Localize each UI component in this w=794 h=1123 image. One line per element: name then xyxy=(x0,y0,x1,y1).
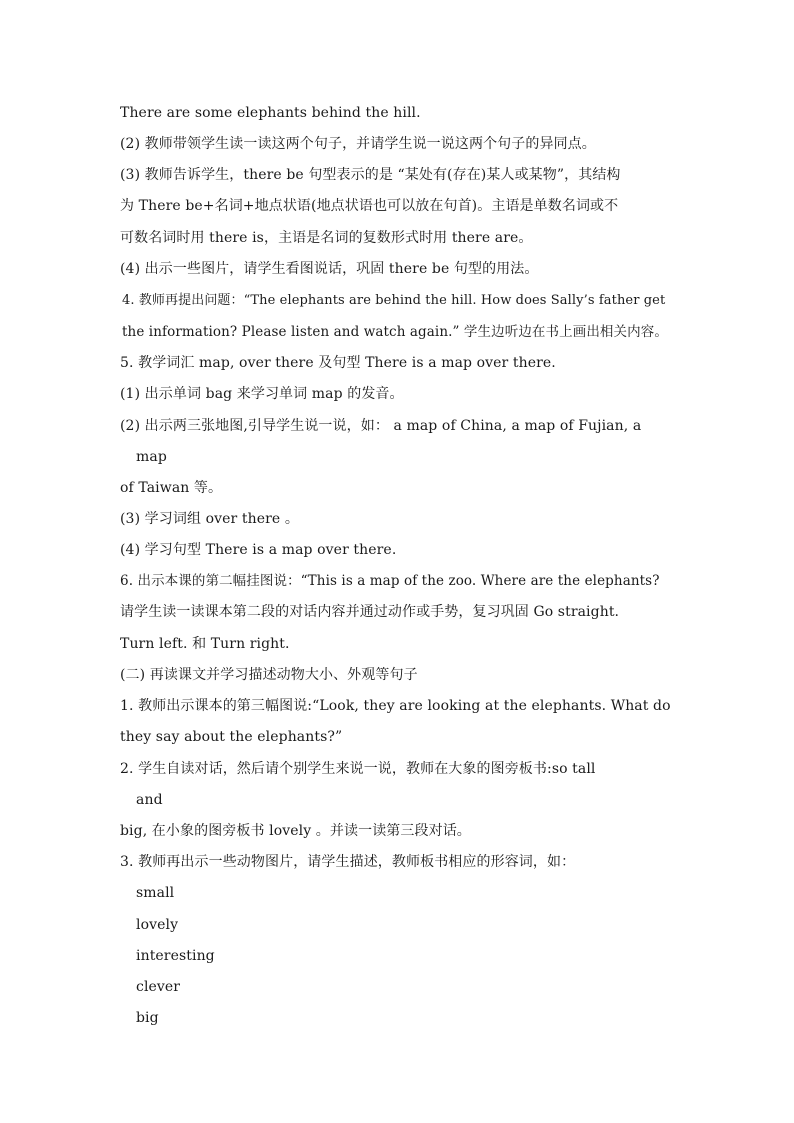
text-line-29: clever xyxy=(136,979,181,995)
text-line-03: (3) 教师告诉学生，there be 句型表示的是 “某处有(存在)某人或某物”，其结构 xyxy=(120,167,621,183)
text-line-30: big xyxy=(136,1010,159,1026)
text-line-16: 6. 出示本课的第二幅挂图说：“This is a map of the zoo. Where are the elephants? xyxy=(120,573,660,589)
text-line-02: (2) 教师带领学生读一读这两个句子，并请学生说一说这两个句子的异同点。 xyxy=(120,136,596,152)
text-line-18: Turn left. 和 Turn right. xyxy=(120,636,290,652)
text-line-19: (二) 再读课文并学习描述动物大小、外观等句子 xyxy=(120,667,418,683)
text-line-04: 为 There be+名词+地点状语(地点状语也可以放在句首)。主语是单数名词或不 xyxy=(120,198,619,214)
text-line-27: lovely xyxy=(136,917,179,933)
text-line-24: big, 在小象的图旁板书 lovely 。并读一读第三段对话。 xyxy=(120,823,471,839)
text-line-23: and xyxy=(136,792,163,808)
text-line-28: interesting xyxy=(136,948,215,964)
text-line-15: (4) 学习句型 There is a map over there. xyxy=(120,542,397,558)
text-line-25: 3. 教师再出示一些动物图片，请学生描述，教师板书相应的形容词，如： xyxy=(120,854,576,870)
text-line-08: the information? Please listen and watch again.” 学生边听边在书上画出相关内容。 xyxy=(122,324,668,340)
text-line-05: 可数名词时用 there is，主语是名词的复数形式时用 there are。 xyxy=(120,230,533,246)
text-line-13: of Taiwan 等。 xyxy=(120,480,223,496)
text-line-11: (2) 出示两三张地图,引导学生说一说，如： a map of China, a map of Fujian, a xyxy=(120,418,642,434)
text-line-22: 2. 学生自读对话，然后请个别学生来说一说，教师在大象的图旁板书:so tall xyxy=(120,761,596,777)
text-line-21: they say about the elephants?” xyxy=(120,729,343,745)
text-line-06: (4) 出示一些图片，请学生看图说话，巩固 there be 句型的用法。 xyxy=(120,261,539,277)
text-line-09: 5. 教学词汇 map, over there 及句型 There is a map over there. xyxy=(120,355,556,371)
text-line-17: 请学生读一读课本第二段的对话内容并通过动作或手势，复习巩固 Go straight. xyxy=(120,604,620,620)
text-line-20: 1. 教师出示课本的第三幅图说:“Look, they are looking at the elephants. What do xyxy=(120,698,671,714)
text-line-10: (1) 出示单词 bag 来学习单词 map 的发音。 xyxy=(120,386,404,402)
text-line-26: small xyxy=(136,885,175,901)
text-line-07: 4. 教师再提出问题：“The elephants are behind the hill. How does Sally’s father get xyxy=(122,293,666,308)
text-line-01: There are some elephants behind the hill. xyxy=(120,105,421,121)
text-line-12: map xyxy=(136,449,167,465)
text-line-14: (3) 学习词组 over there 。 xyxy=(120,511,299,527)
